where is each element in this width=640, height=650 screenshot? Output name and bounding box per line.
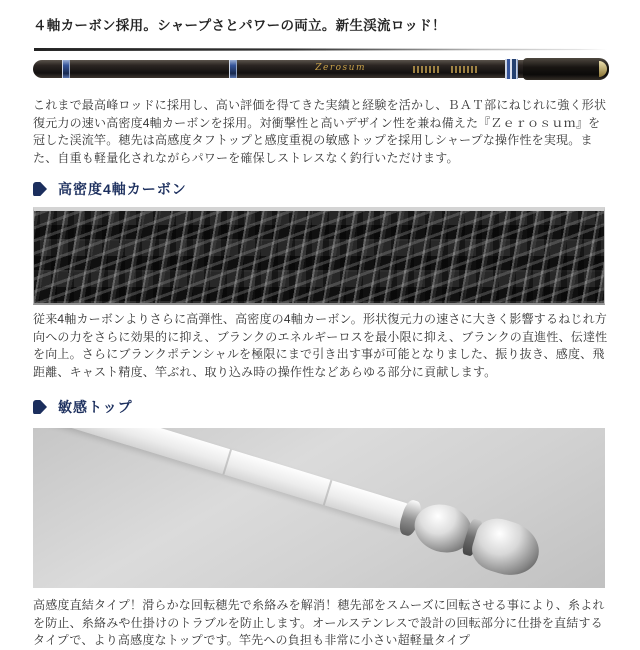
arrow-bullet-icon xyxy=(33,182,47,197)
section-heading-sensitive-top xyxy=(33,397,609,417)
page-title: ４軸カーボン採用。シャープさとパワーの両立。新生渓流ロッド！ xyxy=(33,18,446,33)
rod-product-image xyxy=(33,43,611,89)
rod-blue-band xyxy=(505,59,518,79)
carbon-section-paragraph: 従来4軸カーボンよりさらに高弾性、高密度の4軸カーボン。形状復元力の速さに大きく影響するねじれ方向への力をさらに効果的に抑え、ブランクのエネルギーロスを最小限に抑え、ブランクの直進性、伝達性を向上。さらにブランクポテンシャルを極限にまで引き出す事が可能となりました、振り抜き、感度、飛距離、キャスト精度、竿ぶれ、取り込み時の操作性などあらゆる部分に貢献します。 xyxy=(33,312,608,379)
section-heading-carbon xyxy=(33,179,609,199)
rod-blue-band xyxy=(62,60,70,78)
section-title: 敏感トップ xyxy=(58,399,133,415)
rod-logo-text: Zerosum xyxy=(315,63,366,73)
rod-blue-band xyxy=(229,60,237,78)
rod-tip-section-shape xyxy=(34,48,607,51)
rod-tip-shaft xyxy=(41,428,410,529)
arrow-bullet-icon xyxy=(33,400,47,415)
rod-tip-photo xyxy=(33,428,605,588)
carbon-weave-image xyxy=(33,207,605,305)
section-title: 高密度4軸カーボン xyxy=(58,181,187,197)
rod-gold-marking xyxy=(413,66,439,73)
tip-section-paragraph: 高感度直結タイプ！滑らかな回転穂先で糸絡みを解消！穂先部をスムーズに回転させる事により、糸よれを防止、糸絡みや仕掛けのトラブルを防止します。オールステンレスで設計の回転部分に仕掛を直結するタイプで、より高感度なトップです。竿先への負担も非常に小さい超軽量タイプ xyxy=(33,598,605,647)
rod-grip-section xyxy=(523,58,609,80)
rod-body-shape xyxy=(33,60,609,78)
intro-paragraph: これまで最高峰ロッドに採用し、高い評価を得てきた実績と経験を活かし、ＢＡＴ部にねじれに強く形状復元力の速い高密度4軸カーボンを採用。対衝撃性と高いデザイン性を兼ね備えた『Ｚｅｒｏｓｕｍ』を冠した渓流竿。穂先は高感度タフトップと感度重視の敏感トップを採用しシャープな操作性を実現。また、自重も軽量化されながらパワーを確保しストレスなく釣行いただけます。 xyxy=(33,98,607,165)
rod-tip-assembly xyxy=(91,428,605,588)
rod-gold-marking xyxy=(451,66,477,73)
